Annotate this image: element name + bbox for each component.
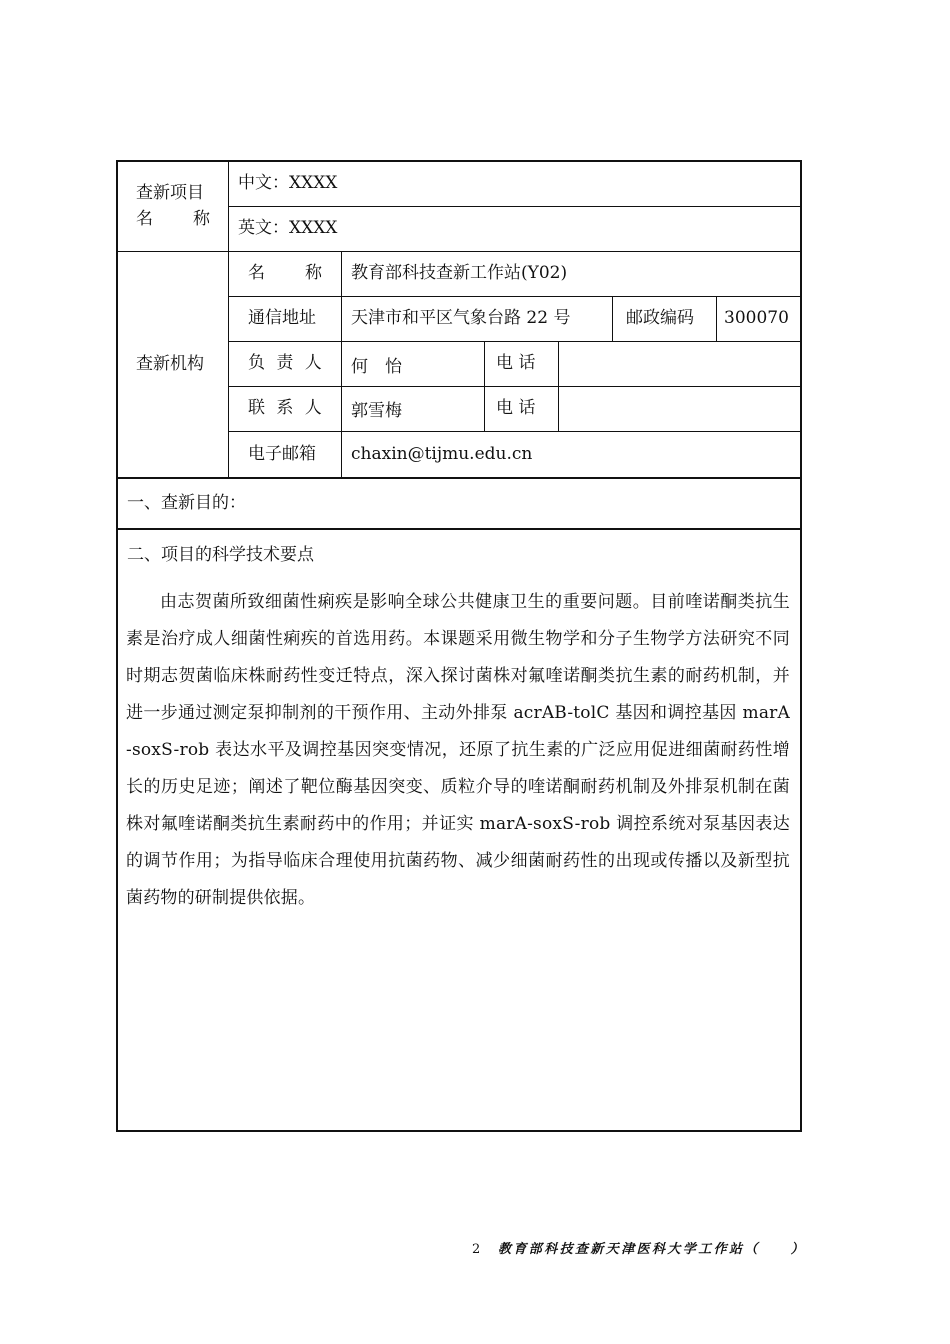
project-name-label-2: [136, 209, 210, 229]
label-char: 名: [248, 263, 265, 283]
postcode-value: 300070: [724, 308, 789, 328]
project-name-label: 查新项目: [136, 183, 204, 203]
institution-label: 查新机构: [136, 354, 204, 374]
label-char: 称: [193, 209, 210, 229]
column-divider: [228, 160, 229, 478]
row-divider: [228, 386, 802, 387]
row-divider: [116, 251, 802, 252]
address-label: 通信地址: [248, 308, 316, 328]
column-divider: [612, 296, 613, 342]
institution-name: 教育部科技查新工作站(Y02): [351, 263, 568, 283]
project-name-cn: 中文：XXXX: [238, 173, 338, 193]
column-divider: [484, 341, 485, 432]
section2-title: 二、项目的科学技术要点: [127, 545, 314, 565]
contact-phone-label: 电 话: [496, 398, 536, 418]
address-value: 天津市和平区气象台路 22 号: [351, 308, 571, 328]
email-value: chaxin@tijmu.edu.cn: [351, 444, 533, 464]
page-number: 2: [472, 1242, 481, 1257]
row-divider: [116, 528, 802, 530]
row-divider: [228, 431, 802, 432]
email-label: 电子邮箱: [248, 444, 316, 464]
head-phone-label: 电 话: [496, 353, 536, 373]
section1-title: 一、查新目的：: [127, 493, 246, 513]
column-divider: [558, 341, 559, 432]
column-divider: [716, 296, 717, 342]
column-divider: [341, 251, 342, 478]
label-char: 名: [136, 209, 153, 229]
row-divider: [228, 206, 802, 207]
head-value: 何 怡: [351, 357, 402, 377]
label-char: 称: [305, 263, 322, 283]
contact-value: 郭雪梅: [351, 401, 402, 421]
contact-label: 联 系 人: [248, 398, 325, 418]
section2-body: 由志贺菌所致细菌性痢疾是影响全球公共健康卫生的重要问题。目前喹诺酮类抗生素是治疗成人细菌性痢疾的首选用药。本课题采用微生物学和分子生物学方法研究不同时期志贺菌临床株耐药性变迁特点，深入探讨菌株对氟喹诺酮类抗生素的耐药机制，并进一步通过测定泵抑制剂的干预作用、主动外排泵 acrAB-tolC 基因和调控基因 marA-soxS-rob 表达水平及调控基因突变情况，还原了抗生素的广泛应用促进细菌耐药性增长的历史足迹；阐述了靶位酶基因突变、质粒介导的喹诺酮耐药机制及外排泵机制在菌株对氟喹诺酮类抗生素耐药中的作用；并证实 marA-soxS-rob 调控系统对泵基因表达的调节作用；为指导临床合理使用抗菌药物、减少细菌耐药性的出现或传播以及新型抗菌药物的研制提供依据。: [126, 592, 790, 908]
footer-station: 教育部科技查新天津医科大学工作站（ ）: [498, 1242, 807, 1257]
head-label: 负 责 人: [248, 353, 325, 373]
row-divider: [116, 477, 802, 479]
name-label: [248, 263, 322, 283]
project-name-en: 英文：XXXX: [238, 218, 338, 238]
postcode-label: 邮政编码: [626, 308, 694, 328]
